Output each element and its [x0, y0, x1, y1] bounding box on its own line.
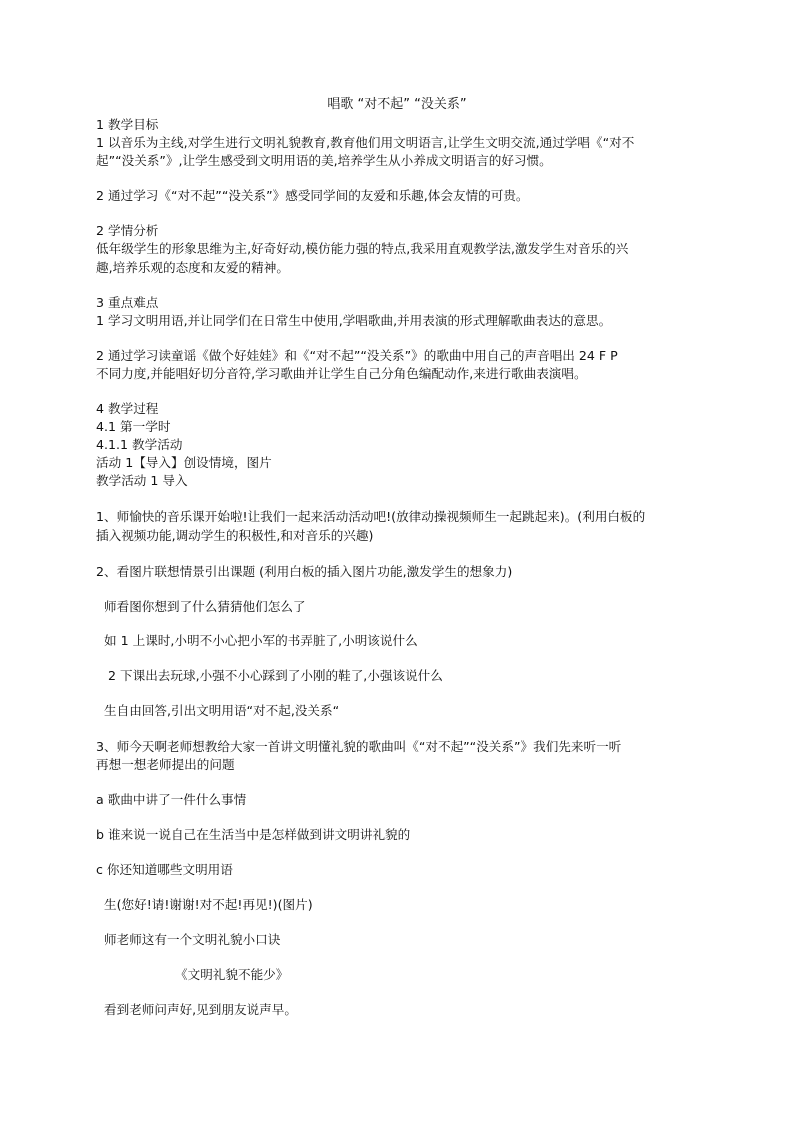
activity-label: 活动 1【导入】创设情境，图片: [96, 455, 272, 470]
poem-line: 看到老师问声好,见到朋友说声早。: [104, 1002, 297, 1017]
paragraph-line: 低年级学生的形象思维为主,好奇好动,模仿能力强的特点,我采用直观教学法,激发学生对音乐的兴: [96, 241, 629, 256]
paragraph-line: 3、师今天啊老师想教给大家一首讲文明懂礼貌的歌曲叫《“对不起”“没关系”》我们先来听一听: [96, 739, 622, 754]
paragraph-line: 2 通过学习《“对不起”“没关系”》感受同学间的友爱和乐趣,体会友情的可贵。: [96, 188, 529, 203]
page-title: 唱歌 “对不起” “没关系”: [327, 97, 467, 112]
paragraph-line: 生(您好!请!谢谢!对不起!再见!)(图片): [104, 897, 313, 912]
question-b: b 谁来说一说自己在生活当中是怎样做到讲文明讲礼貌的: [96, 827, 411, 842]
paragraph-line: 2、看图片联想情景引出课题 (利用白板的插入图片功能,激发学生的想象力): [96, 564, 513, 579]
question-a: a 歌曲中讲了一件什么事情: [96, 792, 247, 807]
paragraph-line: 趣,培养乐观的态度和友爱的精神。: [96, 260, 289, 275]
paragraph-line: 生自由回答,引出文明用语“对不起,没关系“: [104, 703, 340, 718]
paragraph-line: 1、师愉快的音乐课开始啦!让我们一起来活动活动吧!(放律动操视频师生一起跳起来)。(利用白板的: [96, 509, 646, 524]
paragraph-line: 1 学习文明用语,并让同学们在日常生中使用,学唱歌曲,并用表演的形式理解歌曲表达的意思。: [96, 313, 612, 328]
paragraph-line: 2 通过学习读童谣《做个好娃娃》和《“对不起”“没关系”》的歌曲中用自己的声音唱出 24 F P: [96, 348, 618, 363]
paragraph-line: 师看图你想到了什么猜猜他们怎么了: [104, 599, 306, 614]
paragraph-line: 再想一想老师提出的问题: [96, 757, 235, 772]
poem-title: 《文明礼貌不能少》: [175, 967, 289, 982]
paragraph-line: 2 下课出去玩球,小强不小心踩到了小刚的鞋了,小强该说什么: [108, 668, 443, 683]
subsection-heading: 4.1.1 教学活动: [96, 437, 183, 452]
paragraph-line: 师老师这有一个文明礼貌小口诀: [104, 932, 281, 947]
paragraph-line: 1 以音乐为主线,对学生进行文明礼貌教育,教育他们用文明语言,让学生文明交流,通过学唱《“对不: [96, 135, 635, 150]
section-heading-analysis: 2 学情分析: [96, 223, 159, 238]
question-c: c 你还知道哪些文明用语: [96, 862, 233, 877]
section-heading-keypoints: 3 重点难点: [96, 295, 159, 310]
section-heading-process: 4 教学过程: [96, 401, 159, 416]
section-heading-goals: 1 教学目标: [96, 117, 159, 132]
paragraph-line: 插入视频功能,调动学生的积极性,和对音乐的兴趣): [96, 528, 374, 543]
paragraph-line: 如 1 上课时,小明不小心把小军的书弄脏了,小明该说什么: [104, 633, 418, 648]
paragraph-line: 不同力度,并能唱好切分音符,学习歌曲并让学生自己分角色编配动作,来进行歌曲表演唱。: [96, 366, 587, 381]
subsection-heading: 4.1 第一学时: [96, 419, 171, 434]
paragraph-line: 起”“没关系”》,让学生感受到文明用语的美,培养学生从小养成文明语言的好习惯。: [96, 153, 552, 168]
activity-sub-label: 教学活动 1 导入: [96, 473, 188, 488]
